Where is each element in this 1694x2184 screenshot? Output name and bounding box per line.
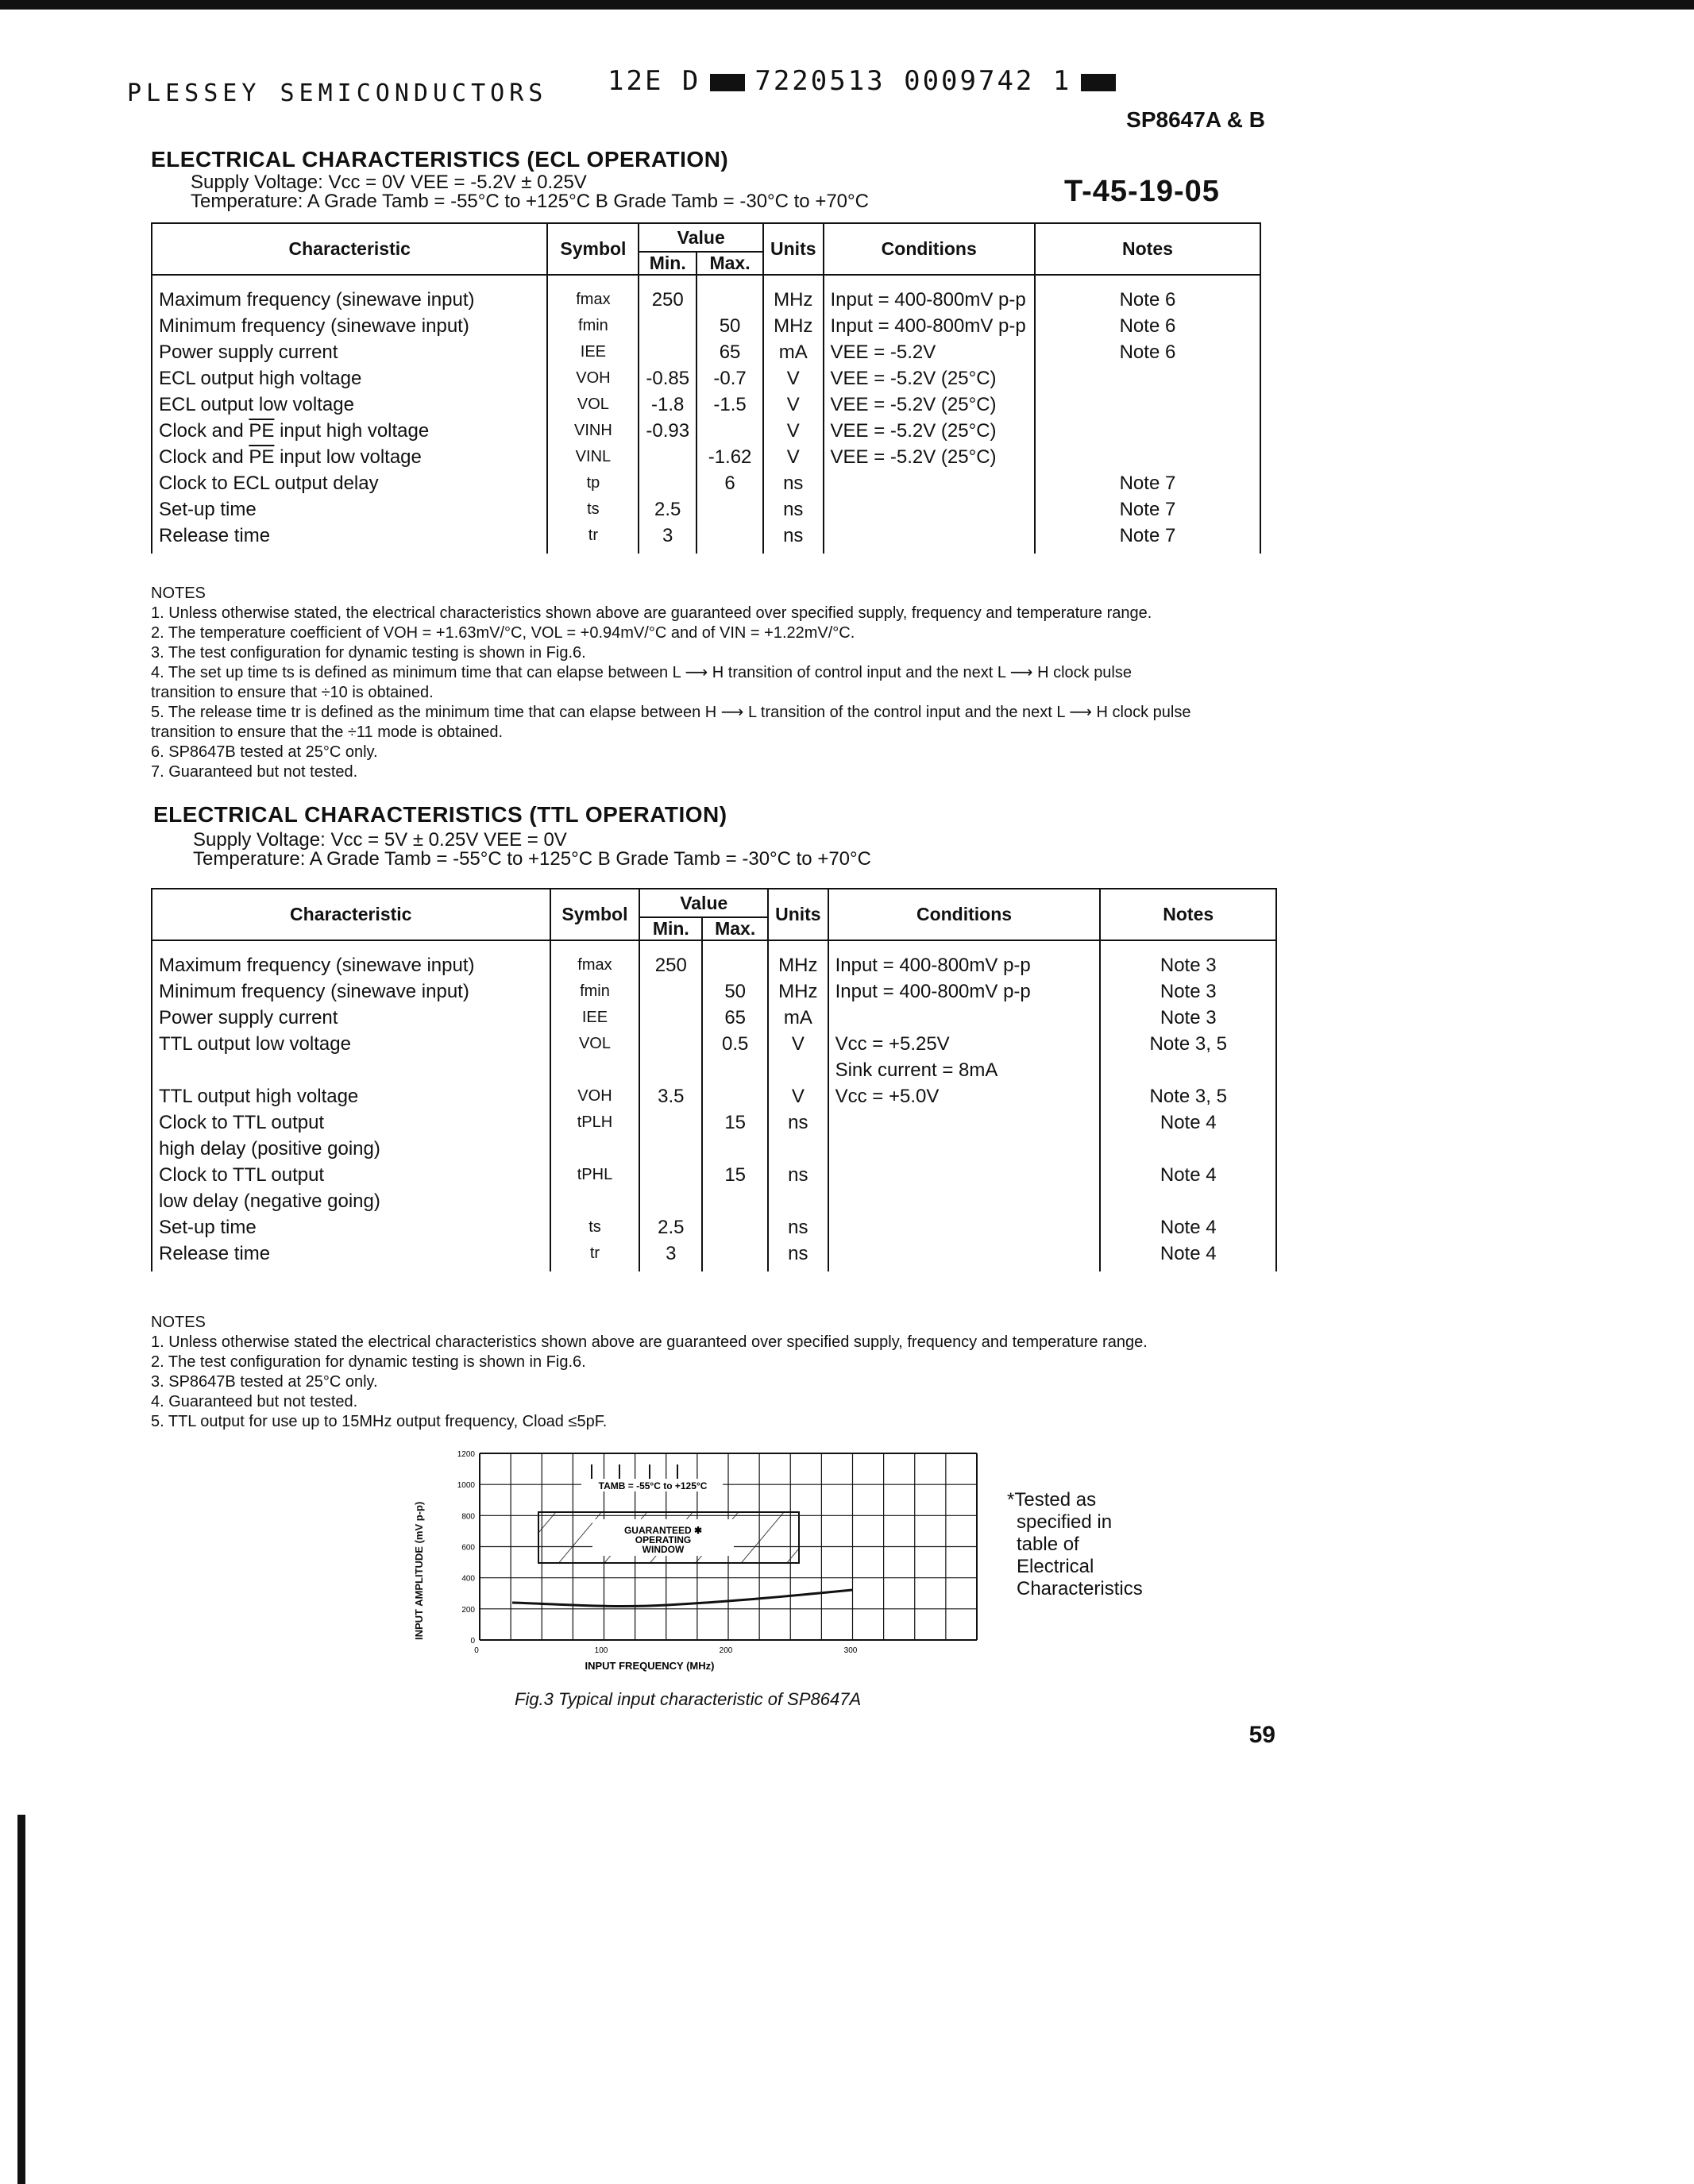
input-characteristic-chart <box>429 1445 1001 1684</box>
code-b: 7220513 0009742 1 <box>754 65 1072 97</box>
units-cell: ns <box>763 523 824 554</box>
conditions-cell: Input = 400-800mV p-p <box>828 978 1101 1005</box>
characteristic-cell: high delay (positive going) <box>152 1136 550 1162</box>
tamb-label: TAMB = -55°C to +125°C <box>598 1480 708 1491</box>
table-row <box>152 1109 1276 1136</box>
notes-cell: Note 4 <box>1100 1241 1276 1271</box>
conditions-cell <box>828 1162 1101 1188</box>
note-line: 1. Unless otherwise stated, the electrical characteristics shown above are guaranteed over specified supply, frequency and temperature range. <box>151 604 1152 622</box>
part-number: SP8647A & B <box>1126 107 1265 132</box>
ecl-temperature: Temperature: A Grade Tamb = -55°C to +125°C B Grade Tamb = -30°C to +70°C <box>191 191 869 212</box>
table-row <box>152 978 1276 1005</box>
max-cell <box>702 1083 768 1109</box>
characteristic-cell: Release time <box>152 523 547 554</box>
conditions-cell <box>828 1214 1101 1241</box>
symbol-cell: fmax <box>550 940 640 978</box>
black-block <box>710 74 745 91</box>
characteristic-cell: Clock to ECL output delay <box>152 470 547 496</box>
max-cell: 50 <box>697 313 763 339</box>
notes-cell <box>1035 444 1260 470</box>
ecl-title: ELECTRICAL CHARACTERISTICS (ECL OPERATION) <box>151 147 729 172</box>
y-axis-label: INPUT AMPLITUDE (mV p-p) <box>413 1501 425 1640</box>
characteristic-cell: Power supply current <box>152 1005 550 1031</box>
characteristic-cell: Maximum frequency (sinewave input) <box>152 275 547 313</box>
conditions-cell: VEE = -5.2V (25°C) <box>824 418 1035 444</box>
symbol-cell: IEE <box>547 339 639 365</box>
notes-cell: Note 6 <box>1035 313 1260 339</box>
min-cell <box>639 339 697 365</box>
units-cell: V <box>763 444 824 470</box>
left-edge-bar <box>17 1815 25 2184</box>
black-block <box>1081 74 1116 91</box>
ecl-table <box>151 222 1261 554</box>
table-row <box>152 1188 1276 1214</box>
col-notes: Notes <box>1100 889 1276 940</box>
max-cell <box>702 1136 768 1162</box>
company-header: PLESSEY SEMICONDUCTORS <box>127 79 548 107</box>
units-cell: mA <box>768 1005 828 1031</box>
note-line: 4. Guaranteed but not tested. <box>151 1393 358 1410</box>
col-value: Value <box>639 889 768 917</box>
tested-note-line: table of <box>1017 1534 1079 1555</box>
min-cell <box>639 1031 702 1057</box>
symbol-cell: VINL <box>547 444 639 470</box>
table-row <box>152 392 1260 418</box>
max-cell <box>702 1057 768 1083</box>
table-row <box>152 365 1260 392</box>
symbol-cell: VINH <box>547 418 639 444</box>
max-cell: -1.5 <box>697 392 763 418</box>
notes-cell: Note 3, 5 <box>1100 1031 1276 1057</box>
max-cell: 6 <box>697 470 763 496</box>
col-characteristic: Characteristic <box>152 223 547 275</box>
notes-cell: Note 7 <box>1035 496 1260 523</box>
units-cell: ns <box>768 1241 828 1271</box>
col-min: Min. <box>639 917 702 940</box>
min-cell: -1.8 <box>639 392 697 418</box>
notes-cell: Note 7 <box>1035 523 1260 554</box>
notes-cell: Note 4 <box>1100 1214 1276 1241</box>
window-label-3: WINDOW <box>642 1544 685 1555</box>
characteristic-cell: TTL output high voltage <box>152 1083 550 1109</box>
min-cell: 2.5 <box>639 1214 702 1241</box>
characteristic-cell: Clock to TTL output <box>152 1162 550 1188</box>
symbol-cell: fmax <box>547 275 639 313</box>
units-cell <box>768 1188 828 1214</box>
note-line: 5. The release time tr is defined as the minimum time that can elapse between H ⟶ L transition of the control input and the next L ⟶ H clock pulse <box>151 704 1191 721</box>
symbol-cell <box>550 1057 640 1083</box>
max-cell: 50 <box>702 978 768 1005</box>
conditions-cell <box>828 1136 1101 1162</box>
conditions-cell: Vcc = +5.25V <box>828 1031 1101 1057</box>
max-cell: 15 <box>702 1162 768 1188</box>
symbol-cell: tr <box>547 523 639 554</box>
conditions-cell: VEE = -5.2V (25°C) <box>824 392 1035 418</box>
conditions-cell: VEE = -5.2V <box>824 339 1035 365</box>
symbol-cell: ts <box>547 496 639 523</box>
t-code: T-45-19-05 <box>1064 175 1220 208</box>
col-max: Max. <box>702 917 768 940</box>
units-cell: MHz <box>768 940 828 978</box>
col-notes: Notes <box>1035 223 1260 275</box>
conditions-cell: Input = 400-800mV p-p <box>828 940 1101 978</box>
tested-note-line: *Tested as <box>1007 1489 1097 1511</box>
symbol-cell: VOL <box>550 1031 640 1057</box>
symbol-cell: ts <box>550 1214 640 1241</box>
y-tick-label: 800 <box>461 1512 475 1522</box>
symbol-cell: fmin <box>550 978 640 1005</box>
notes-cell: Note 7 <box>1035 470 1260 496</box>
x-axis-label: INPUT FREQUENCY (MHz) <box>585 1660 715 1672</box>
min-cell: 3 <box>639 523 697 554</box>
col-units: Units <box>768 889 828 940</box>
units-cell: MHz <box>763 313 824 339</box>
table-row <box>152 470 1260 496</box>
table-row <box>152 1005 1276 1031</box>
table-row <box>152 1031 1276 1057</box>
table-row <box>152 1214 1276 1241</box>
characteristic-cell: Minimum frequency (sinewave input) <box>152 313 547 339</box>
table-row <box>152 1162 1276 1188</box>
conditions-cell: Input = 400-800mV p-p <box>824 275 1035 313</box>
ttl-supply: Supply Voltage: Vcc = 5V ± 0.25V VEE = 0V <box>193 829 567 851</box>
conditions-cell: Input = 400-800mV p-p <box>824 313 1035 339</box>
pe-overline: $\overline{PE}$ <box>249 420 275 442</box>
table-row <box>152 1083 1276 1109</box>
max-cell: 0.5 <box>702 1031 768 1057</box>
max-cell: 65 <box>697 339 763 365</box>
min-cell: -0.93 <box>639 418 697 444</box>
table-row <box>152 940 1276 978</box>
note-line: 1. Unless otherwise stated the electrical characteristics shown above are guaranteed over specified supply, frequency and temperature range. <box>151 1333 1148 1351</box>
conditions-cell <box>824 496 1035 523</box>
conditions-cell <box>824 470 1035 496</box>
notes-cell <box>1035 365 1260 392</box>
characteristic-cell: TTL output low voltage <box>152 1031 550 1057</box>
y-tick-label: 200 <box>461 1605 475 1615</box>
window-label-1: GUARANTEED ✱ <box>623 1525 703 1536</box>
max-cell <box>702 940 768 978</box>
min-cell <box>639 313 697 339</box>
note-line: transition to ensure that ÷10 is obtained. <box>151 684 434 701</box>
conditions-cell: Sink current = 8mA <box>828 1057 1101 1083</box>
ecl-supply: Supply Voltage: Vcc = 0V VEE = -5.2V ± 0.25V <box>191 172 587 193</box>
characteristic-cell: Clock and $\overline{PE}$ input high voltage <box>152 418 547 444</box>
characteristic-cell: Set-up time <box>152 1214 550 1241</box>
conditions-cell <box>828 1005 1101 1031</box>
min-cell: 3.5 <box>639 1083 702 1109</box>
units-cell: V <box>763 418 824 444</box>
symbol-cell: IEE <box>550 1005 640 1031</box>
max-cell <box>702 1241 768 1271</box>
min-cell: 2.5 <box>639 496 697 523</box>
units-cell: V <box>763 365 824 392</box>
ttl-temperature: Temperature: A Grade Tamb = -55°C to +125°C B Grade Tamb = -30°C to +70°C <box>193 848 871 870</box>
col-conditions: Conditions <box>828 889 1101 940</box>
conditions-cell: VEE = -5.2V (25°C) <box>824 365 1035 392</box>
max-cell <box>702 1214 768 1241</box>
min-cell <box>639 1188 702 1214</box>
notes-cell: Note 6 <box>1035 339 1260 365</box>
y-tick-label: 0 <box>470 1637 475 1646</box>
notes-cell <box>1100 1136 1276 1162</box>
symbol-cell: tp <box>547 470 639 496</box>
units-cell: ns <box>768 1214 828 1241</box>
min-cell <box>639 978 702 1005</box>
tested-note-line: Characteristics <box>1017 1578 1143 1599</box>
conditions-cell <box>828 1109 1101 1136</box>
symbol-cell: fmin <box>547 313 639 339</box>
ttl-table <box>151 888 1277 1271</box>
col-max: Max. <box>697 252 763 275</box>
units-cell: V <box>768 1083 828 1109</box>
characteristic-cell: Maximum frequency (sinewave input) <box>152 940 550 978</box>
symbol-cell: VOL <box>547 392 639 418</box>
characteristic-cell: Release time <box>152 1241 550 1271</box>
symbol-cell <box>550 1136 640 1162</box>
col-value: Value <box>639 223 763 252</box>
table-row <box>152 418 1260 444</box>
y-tick-label: 400 <box>461 1574 475 1584</box>
table-row <box>152 1241 1276 1271</box>
max-cell <box>697 275 763 313</box>
notes-cell <box>1100 1188 1276 1214</box>
max-cell: -1.62 <box>697 444 763 470</box>
max-cell <box>697 496 763 523</box>
pe-overline: $\overline{PE}$ <box>249 446 275 468</box>
units-cell: ns <box>768 1162 828 1188</box>
table-row <box>152 523 1260 554</box>
units-cell <box>768 1136 828 1162</box>
ttl-notes <box>151 1313 1148 1432</box>
min-cell <box>639 1057 702 1083</box>
tested-note-line: specified in <box>1017 1511 1113 1533</box>
characteristic-cell: Clock and $\overline{PE}$ input low voltage <box>152 444 547 470</box>
notes-cell: Note 4 <box>1100 1109 1276 1136</box>
symbol-cell: tr <box>550 1241 640 1271</box>
characteristic-cell: Set-up time <box>152 496 547 523</box>
ttl-title: ELECTRICAL CHARACTERISTICS (TTL OPERATION) <box>153 802 727 827</box>
max-cell <box>697 418 763 444</box>
note-line: 4. The set up time ts is defined as minimum time that can elapse between L ⟶ H transition of control input and the next L ⟶ H clock pulse <box>151 664 1132 681</box>
col-min: Min. <box>639 252 697 275</box>
note-line: 5. TTL output for use up to 15MHz output frequency, Cload ≤5pF. <box>151 1413 608 1430</box>
col-characteristic: Characteristic <box>152 889 550 940</box>
y-tick-label: 600 <box>461 1543 475 1553</box>
symbol-cell: VOH <box>547 365 639 392</box>
notes-cell: Note 4 <box>1100 1162 1276 1188</box>
max-cell: 15 <box>702 1109 768 1136</box>
characteristic-cell <box>152 1057 550 1083</box>
typical-curve <box>512 1590 852 1607</box>
window-label-2: OPERATING <box>635 1534 692 1545</box>
code-a: 12E D <box>608 65 701 97</box>
max-cell: 65 <box>702 1005 768 1031</box>
page-number: 59 <box>1248 1722 1275 1748</box>
characteristic-cell: ECL output low voltage <box>152 392 547 418</box>
col-units: Units <box>763 223 824 275</box>
conditions-cell <box>828 1241 1101 1271</box>
table-row <box>152 275 1260 313</box>
note-line: 6. SP8647B tested at 25°C only. <box>151 743 378 761</box>
symbol-cell <box>550 1188 640 1214</box>
min-cell <box>639 1005 702 1031</box>
col-conditions: Conditions <box>824 223 1035 275</box>
units-cell: V <box>763 392 824 418</box>
note-line: 2. The temperature coefficient of VOH = +1.63mV/°C, VOL = +0.94mV/°C and of VIN = +1.22mV/°C. <box>151 624 855 642</box>
characteristic-cell: ECL output high voltage <box>152 365 547 392</box>
conditions-cell: VEE = -5.2V (25°C) <box>824 444 1035 470</box>
tested-note-line: Electrical <box>1017 1556 1094 1577</box>
symbol-cell: VOH <box>550 1083 640 1109</box>
max-cell <box>697 523 763 554</box>
notes-cell: Note 3 <box>1100 1005 1276 1031</box>
min-cell <box>639 1162 702 1188</box>
y-tick-label: 1000 <box>457 1481 475 1491</box>
max-cell <box>702 1188 768 1214</box>
top-edge-bar <box>0 0 1694 10</box>
symbol-cell: tPLH <box>550 1109 640 1136</box>
min-cell <box>639 444 697 470</box>
conditions-cell: Vcc = +5.0V <box>828 1083 1101 1109</box>
notes-cell: Note 3 <box>1100 978 1276 1005</box>
characteristic-cell: Minimum frequency (sinewave input) <box>152 978 550 1005</box>
symbol-cell: tPHL <box>550 1162 640 1188</box>
min-cell: -0.85 <box>639 365 697 392</box>
units-cell: ns <box>763 470 824 496</box>
units-cell: ns <box>768 1109 828 1136</box>
notes-cell: Note 3 <box>1100 940 1276 978</box>
y-tick-label: 1200 <box>457 1450 475 1459</box>
min-cell <box>639 470 697 496</box>
notes-cell <box>1100 1057 1276 1083</box>
min-cell <box>639 1136 702 1162</box>
min-cell: 250 <box>639 940 702 978</box>
note-line: 7. Guaranteed but not tested. <box>151 763 358 781</box>
figure-caption: Fig.3 Typical input characteristic of SP8647A <box>515 1689 862 1709</box>
notes-cell <box>1035 418 1260 444</box>
table-row <box>152 444 1260 470</box>
note-line: 3. The test configuration for dynamic testing is shown in Fig.6. <box>151 644 586 662</box>
ecl-notes <box>151 584 1191 782</box>
characteristic-cell: Clock to TTL output <box>152 1109 550 1136</box>
units-cell: MHz <box>763 275 824 313</box>
units-cell: MHz <box>768 978 828 1005</box>
code-header <box>608 65 1125 97</box>
notes-title: NOTES <box>151 585 206 602</box>
col-symbol: Symbol <box>547 223 639 275</box>
note-line: transition to ensure that the ÷11 mode is obtained. <box>151 723 504 741</box>
table-row <box>152 1057 1276 1083</box>
min-cell: 250 <box>639 275 697 313</box>
note-line: 3. SP8647B tested at 25°C only. <box>151 1373 378 1391</box>
table-row <box>152 339 1260 365</box>
x-tick-label: 200 <box>719 1646 733 1655</box>
characteristic-cell: Power supply current <box>152 339 547 365</box>
units-cell <box>768 1057 828 1083</box>
notes-title: NOTES <box>151 1314 206 1331</box>
note-line: 2. The test configuration for dynamic testing is shown in Fig.6. <box>151 1353 586 1371</box>
table-row <box>152 496 1260 523</box>
table-row <box>152 313 1260 339</box>
notes-cell: Note 6 <box>1035 275 1260 313</box>
min-cell: 3 <box>639 1241 702 1271</box>
x-tick-label: 100 <box>594 1646 608 1655</box>
notes-cell <box>1035 392 1260 418</box>
units-cell: mA <box>763 339 824 365</box>
units-cell: V <box>768 1031 828 1057</box>
notes-cell: Note 3, 5 <box>1100 1083 1276 1109</box>
conditions-cell <box>828 1188 1101 1214</box>
min-cell <box>639 1109 702 1136</box>
x-tick-label: 0 <box>474 1646 479 1655</box>
tested-note <box>1007 1489 1143 1600</box>
x-tick-label: 300 <box>843 1646 858 1655</box>
table-row <box>152 1136 1276 1162</box>
max-cell: -0.7 <box>697 365 763 392</box>
col-symbol: Symbol <box>550 889 640 940</box>
characteristic-cell: low delay (negative going) <box>152 1188 550 1214</box>
units-cell: ns <box>763 496 824 523</box>
conditions-cell <box>824 523 1035 554</box>
